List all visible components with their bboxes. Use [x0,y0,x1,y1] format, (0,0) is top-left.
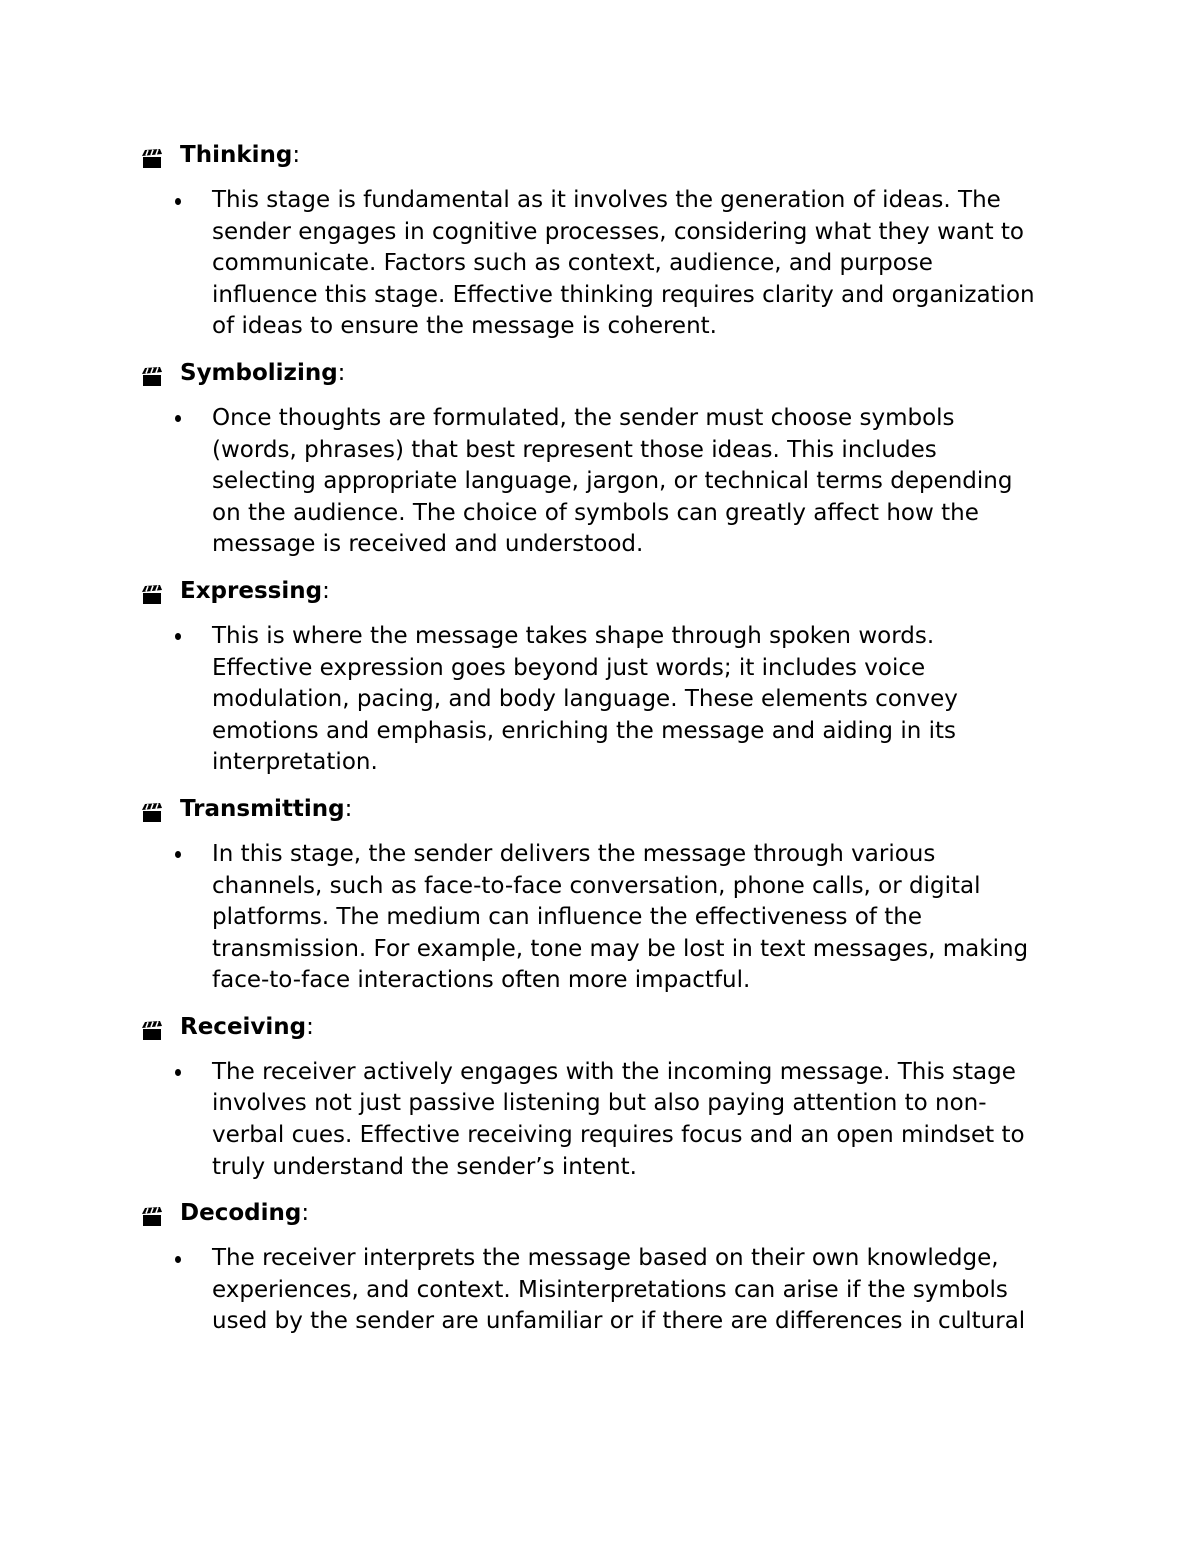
bullet-icon [141,403,181,435]
paragraph-line: transmission. For example, tone may be lost in text messages, making [212,935,1029,962]
section-title: Symbolizing [180,359,338,386]
bullet-icon [141,621,181,653]
bullet-icon [141,839,181,871]
section-title-colon: : [322,577,330,604]
section-heading [141,574,1071,608]
paragraph-line: influence this stage. Effective thinking requires clarity and organization [212,281,1035,308]
section-title: Thinking [180,142,293,168]
paragraph-line: truly understand the sender’s intent. [212,1153,637,1180]
section-receiving [141,1010,1071,1183]
paragraph-line: message is received and understood. [212,531,644,558]
clapperboard-icon [141,799,163,819]
section-title: Expressing [180,577,323,604]
bullet-icon [141,185,181,217]
bullet-paragraph [212,621,1062,779]
paragraph-line: of ideas to ensure the message is coherent. [212,313,717,340]
paragraph-line: modulation, pacing, and body language. These elements convey [212,686,958,713]
bullet-paragraph [212,1057,1062,1183]
paragraph-line: This stage is fundamental as it involves the generation of ideas. The [212,187,1001,213]
paragraph-line: Once thoughts are formulated, the sender must choose symbols [212,404,955,431]
clapperboard-icon [141,581,163,601]
section-title-colon: : [344,795,353,822]
bullet-item [141,621,1071,779]
bullet-item [141,1057,1071,1183]
paragraph-line: emotions and emphasis, enriching the message and aiding in its [212,717,956,744]
bullet-icon [141,1057,181,1089]
paragraph-line: used by the sender are unfamiliar or if there are differences in cultural [212,1308,1026,1335]
paragraph-line: selecting appropriate language, jargon, or technical terms depending [212,468,1013,495]
section-title-colon: : [292,142,301,168]
bullet-item [141,1243,1071,1338]
section-title: Transmitting [180,795,345,822]
section-title: Receiving [180,1013,307,1040]
bullet-paragraph [212,185,1062,343]
document-content [141,138,1071,1351]
section-heading [141,792,1071,826]
paragraph-line: Effective expression goes beyond just words; it includes voice [212,654,926,681]
section-title-colon: : [301,1200,310,1227]
paragraph-line: on the audience. The choice of symbols can greatly affect how the [212,499,979,526]
section-thinking [141,138,1071,343]
paragraph-line: (words, phrases) that best represent those ideas. This includes [212,436,937,463]
section-heading [141,1010,1071,1044]
section-title: Decoding [180,1200,302,1227]
bullet-item [141,839,1071,997]
section-heading [141,356,1071,390]
clapperboard-icon [141,363,163,383]
section-transmitting [141,792,1071,997]
clapperboard-icon [141,1017,163,1037]
paragraph-line: communicate. Factors such as context, audience, and purpose [212,250,933,277]
clapperboard-icon [141,145,163,165]
paragraph-line: In this stage, the sender delivers the message through various [212,840,936,867]
paragraph-line: This is where the message takes shape through spoken words. [212,622,935,649]
paragraph-line: channels, such as face-to-face conversation, phone calls, or digital [212,872,981,899]
section-heading [141,138,1071,172]
bullet-item [141,403,1071,561]
bullet-paragraph [212,403,1062,561]
section-expressing [141,574,1071,779]
paragraph-line: interpretation. [212,749,378,776]
paragraph-line: The receiver interprets the message based on their own knowledge, [212,1245,999,1272]
clapperboard-icon [141,1203,163,1223]
paragraph-line: involves not just passive listening but also paying attention to non- [212,1090,987,1117]
bullet-paragraph [212,839,1062,997]
bullet-paragraph [212,1243,1062,1338]
paragraph-line: experiences, and context. Misinterpretations can arise if the symbols [212,1276,1008,1303]
section-title-colon: : [337,359,346,386]
section-decoding [141,1196,1071,1338]
section-heading [141,1196,1071,1230]
paragraph-line: verbal cues. Effective receiving requires focus and an open mindset to [212,1122,1025,1149]
bullet-icon [141,1243,181,1275]
section-title-colon: : [306,1013,314,1040]
paragraph-line: sender engages in cognitive processes, considering what they want to [212,218,1025,245]
paragraph-line: face-to-face interactions often more impactful. [212,967,751,994]
paragraph-line: The receiver actively engages with the incoming message. This stage [212,1058,1016,1085]
section-symbolizing [141,356,1071,561]
bullet-item [141,185,1071,343]
paragraph-line: platforms. The medium can influence the effectiveness of the [212,904,923,931]
